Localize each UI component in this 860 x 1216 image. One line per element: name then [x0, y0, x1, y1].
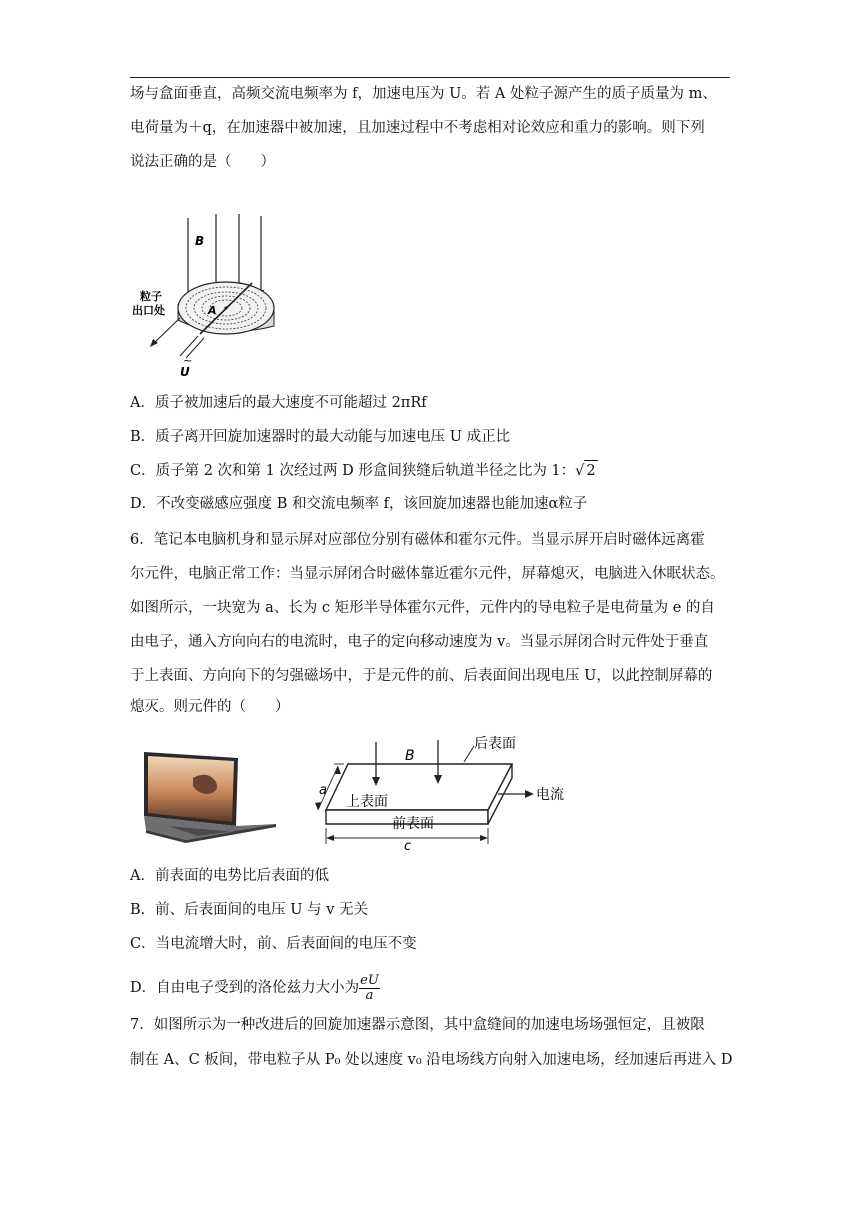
q6-line-4: 由电子，通入方向向右的电流时，电子的定向移动速度为 v。当显示屏闭合时元件处于垂直 [130, 634, 709, 650]
field-label-B: B [405, 748, 415, 764]
q5-option-C-text: C．质子第 2 次和第 1 次经过两 D 形盒间狭缝后轨道半径之比为 1： [130, 463, 576, 479]
exit-label-1: 粒子 [140, 290, 162, 303]
q6-line-1: 6．笔记本电脑机身和显示屏对应部位分别有磁体和霍尔元件。当显示屏开启时磁体远离霍 [130, 532, 705, 548]
q7-line-2: 制在 A、C 板间，带电粒子从 P₀ 处以速度 v₀ 沿电场线方向射入加速电场，经加速后再进入 D [130, 1052, 733, 1068]
field-label-B: B [195, 234, 205, 248]
source-label-A: A [208, 304, 217, 317]
exit-label-2: 出口处 [132, 304, 165, 317]
q5-option-C [130, 460, 598, 481]
sqrt-symbol: √ [575, 463, 585, 479]
sqrt-radicand: 2 [584, 460, 597, 481]
q6-line-6: 熄灭。则元件的（ ） [130, 699, 290, 715]
q6-option-C: C．当电流增大时，前、后表面间的电压不变 [130, 936, 417, 952]
voltage-tilde: ~ [183, 354, 193, 367]
q6-line-3: 如图所示，一块宽为 a、长为 c 矩形半导体霍尔元件，元件内的导电粒子是电荷量为 e 的自 [130, 600, 715, 616]
intro-line-3: 说法正确的是（ ） [130, 154, 275, 170]
cyclotron-figure [128, 208, 288, 383]
top-surface-label: 上表面 [346, 794, 388, 810]
front-surface-label: 前表面 [392, 816, 434, 832]
q6-line-2: 尔元件，电脑正常工作：当显示屏闭合时磁体靠近霍尔元件，屏幕熄灭，电脑进入休眠状态。 [130, 566, 725, 582]
header-rule [130, 77, 730, 78]
q6-option-A: A．前表面的电势比后表面的低 [130, 868, 329, 884]
q7-line-1: 7．如图所示为一种改进后的回旋加速器示意图，其中盒缝间的加速电场场强恒定，且被限 [130, 1017, 705, 1033]
hall-element-figure [308, 732, 578, 852]
intro-line-2: 电荷量为＋q，在加速器中被加速，且加速过程中不考虑相对论效应和重力的影响。则下列 [130, 120, 705, 136]
current-label: 电流 [536, 787, 564, 803]
q5-option-B: B．质子离开回旋加速器时的最大动能与加速电压 U 成正比 [130, 429, 511, 445]
q5-option-A: A．质子被加速后的最大速度不可能超过 2πRf [130, 395, 427, 411]
voltage-label-U: U [180, 365, 190, 379]
intro-line-1: 场与盒面垂直，高频交流电频率为 f，加速电压为 U。若 A 处粒子源产生的质子质量为 m、 [130, 86, 717, 102]
q5-option-D: D．不改变磁感应强度 B 和交流电频率 f，该回旋加速器也能加速α粒子 [130, 496, 588, 512]
back-surface-label: 后表面 [474, 736, 516, 752]
q6-option-B: B．前、后表面间的电压 U 与 v 无关 [130, 902, 369, 918]
q6-option-D-text: D．自由电子受到的洛伦兹力大小为 [130, 980, 360, 996]
fraction-numerator: eU [360, 972, 379, 988]
q6-option-D [130, 968, 380, 1008]
laptop-image [138, 748, 278, 844]
dimension-c-label: c [404, 839, 412, 852]
q6-line-5: 于上表面、方向向下的匀强磁场中，于是元件的前、后表面间出现电压 U，以此控制屏幕的 [130, 668, 713, 684]
fraction [359, 974, 380, 1003]
dimension-a-label: a [319, 783, 327, 798]
fraction-denominator: a [365, 987, 374, 1003]
